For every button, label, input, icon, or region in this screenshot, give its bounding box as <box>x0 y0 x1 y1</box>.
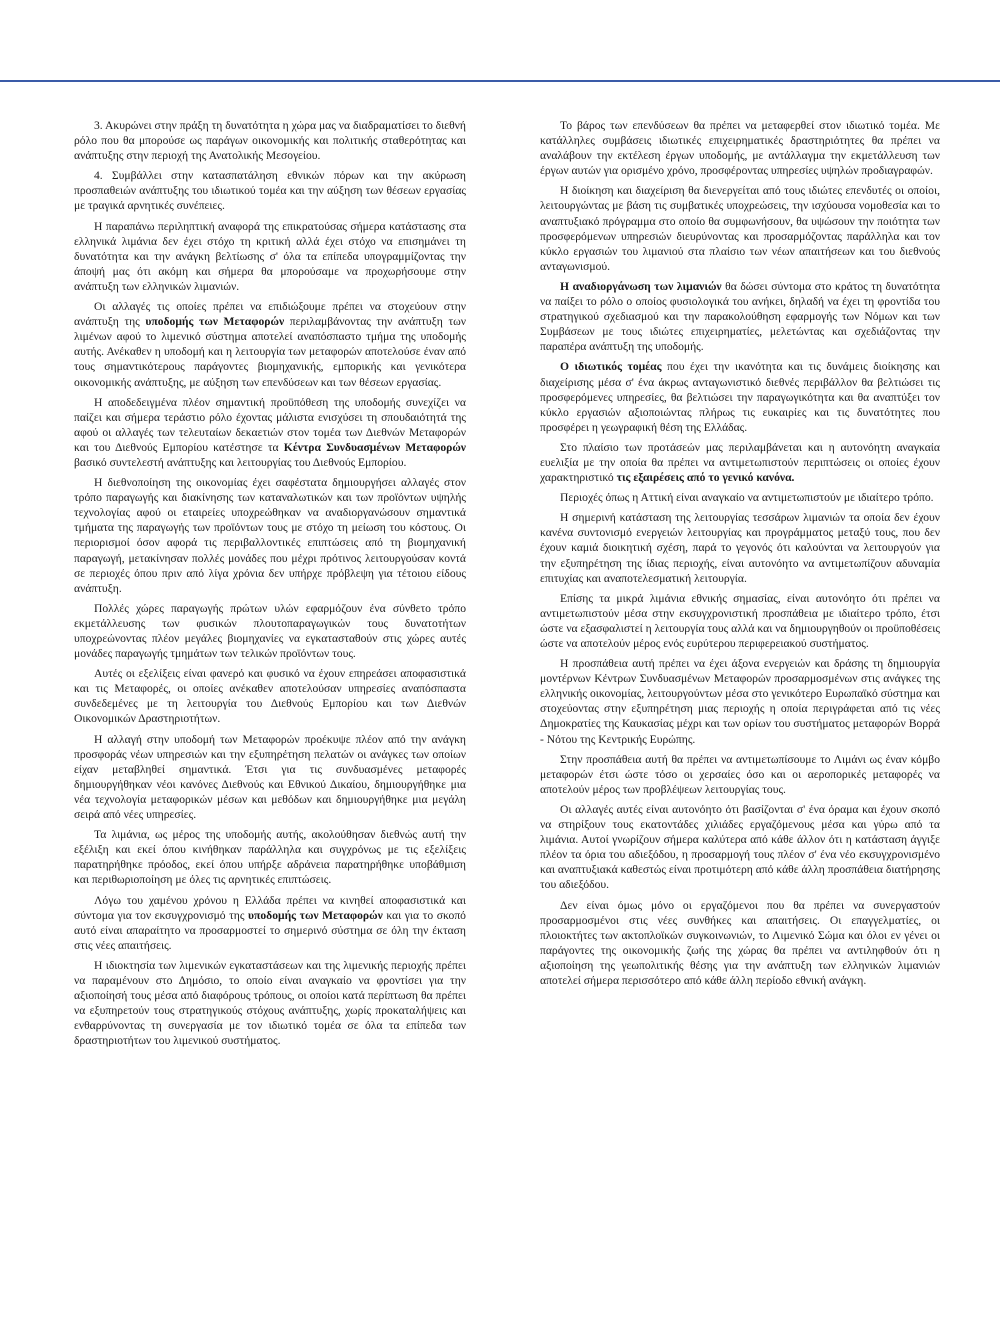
paragraph: Η προσπάθεια αυτή πρέπει να έχει άξονα ενεργειών και δράσης τη δημιουργία μοντέρνων Κέντρων Συνδυασμένων Μεταφορών προσαρμοσμένων στις ανάγκες της ελληνικής οικονομίας, λειτουργούντων μέσα στο γενικότερο Ευρωπαϊκό σύστημα και στοχεύοντας στην εξυπηρέτηση μιας περιοχής η οποία περιγράφεται από τις νέες Δημοκρατίες της Καυκασίας μέχρι και των ορίων του συστήματος μεταφορών Βορρά - Νότου της Κεντρικής Ευρώπης. <box>540 657 940 746</box>
bold-emphasis: Ο ιδιωτικός τομέας <box>560 360 662 374</box>
paragraph: Η παραπάνω περιληπτική αναφορά της επικρατούσας σήμερα κατάστασης στα ελληνικά λιμάνια δεν έχει στόχο τη κριτική αλλά έχει στόχο να επισημάνει τη δυνατότητα και την ανάγκη βελτίωσης σ' όλα τα επίπεδα υπογραμμίζοντας την άποψή μας ότι ακόμη και σήμερα θα μπορούσαμε να προχωρήσουμε στην ανάπτυξη των ελληνικών λιμανιών. <box>74 219 466 293</box>
paragraph: Η αλλαγή στην υποδομή των Μεταφορών προέκυψε πλέον από την ανάγκη προσφοράς νέων υπηρεσιών και την εξυπηρέτηση πελατών οι ανάγκες των οποίων είχαν μεταβληθεί σημαντικά. Έτσι για τις συνδυασμένες μεταφορές δημιουργήθηκαν νέοι κανόνες Διεθνούς και Εθνικού Δικαίου, δημιουργήθηκε μια νέα τεχνολογία μεταφορικών μέσων και μεθόδων και δημιουργήθηκε μια μεγάλη σειρά από νέες υπηρεσίες. <box>74 732 466 822</box>
paragraph: Στο πλαίσιο των προτάσεών μας περιλαμβάνεται και η αυτονόητη αναγκαία ευελιξία με την οποία θα πρέπει να αντιμετωπιστούν περιπτώσεις οι οποίες έχουν χαρακτηριστικό τις εξαιρέσεις από το γενικό κανόνα. <box>540 440 940 485</box>
paragraph: Στην προσπάθεια αυτή θα πρέπει να αντιμετωπίσουμε το Λιμάνι ως έναν κόμβο μεταφορών έτσι ώστε τόσο οι χερσαίες όσο και οι αεροπορικές μεταφορές να αποτελούν μέρος των προβλέψεων λειτουργίας τους. <box>540 752 940 796</box>
paragraph: Λόγω του χαμένου χρόνου η Ελλάδα πρέπει να κινηθεί αποφασιστικά και σύντομα για τον εκσυγχρονισμό της υποδομής των Μεταφορών και για το σκοπό αυτό είναι απαραίτητο να προσαρμοστεί το σημερινό σύστημα σε όλη την έκταση στις νέες απαιτήσεις. <box>74 893 466 952</box>
paragraph: Η αναδιοργάνωση των λιμανιών θα δώσει σύντομα στο κράτος τη δυνατότητα να παίξει το ρόλο ο οποίος φυσιολογικά του ανήκει, δηλαδή να έχει τη φροντίδα του στρατηγικού σχεδιασμού και την παρακολούθηση εφαρμογής των Νόμων και των Συμβάσεων με τους ιδιώτες επιχειρηματίες, μελετώντας και σχεδιάζοντας την παραπέρα ανάπτυξη της υποδομής. <box>540 279 940 354</box>
paragraph: Η διεθνοποίηση της οικονομίας έχει σαφέστατα δημιουργήσει αλλαγές στον τρόπο παραγωγής και διακίνησης των καταναλωτικών και των προϊόντων υψηλής τεχνολογίας αφού οι εταιρείες υποχρεώθηκαν να αναδιοργανώσουν σημαντικά τμήματα της παραγωγής των προϊόντων τους με στόχο τη μείωση του κόστους. Οι περιορισμοί όσον αφορά τις περιβαλλοντικές επιπτώσεις από τη βιομηχανική παραγωγή, μετακίνησαν πολλές μονάδες που μέχρι πρότινος λειτουργούσαν κοντά σε περιοχές όπου πριν από λίγα χρόνια δεν υπήρχε πρόβλεψη για τέτοιου είδους ανάπτυξη. <box>74 476 466 595</box>
paragraph: Η αποδεδειγμένα πλέον σημαντική προϋπόθεση της υποδομής συνεχίζει να παίζει και σήμερα τεράστιο ρόλο έχοντας μάλιστα ενισχύσει τη σπουδαιότητά της αφού οι αλλαγές των τελευταίων δεκαετιών στον τομέα των Διεθνών Μεταφορών και του Διεθνούς Εμπορίου κατέστησε τα Κέντρα Συνδυασμένων Μεταφορών βασικό συντελεστή ανάπτυξης και λειτουργίας του Διεθνούς Εμπορίου. <box>74 395 466 469</box>
bold-emphasis: υποδομής των Μεταφορών <box>248 908 383 922</box>
paragraph: Οι αλλαγές τις οποίες πρέπει να επιδιώξουμε πρέπει να στοχεύουν στην ανάπτυξη της υποδομής των Μεταφορών περιλαμβάνοντας την ανάπτυξη των λιμένων αφού το λιμενικό σύστημα αποτελεί αναπόσπαστο τμήμα της υποδομής αυτής. Ανέκαθεν η υποδομή και η λειτουργία των μεταφορών αποτελούσε έναν από τους σημαντικότερους παράγοντες βιομηχανικής, εμπορικής και γενικότερα οικονομικής ανάπτυξης, με αύξηση των επενδύσεων και των θέσεων εργασίας. <box>74 300 466 389</box>
paragraph: 3. Ακυρώνει στην πράξη τη δυνατότητα η χώρα μας να διαδραματίσει το διεθνή ρόλο που θα μπορούσε ως παράγων οικονομικής και πολιτικής σταθερότητας και ανάπτυξης στην περιοχή της Ανατολικής Μεσογείου. <box>74 119 466 163</box>
paragraph: Η σημερινή κατάσταση της λειτουργίας τεσσάρων λιμανιών τα οποία δεν έχουν κανένα συντονισμό ενεργειών λειτουργίας και προγράμματος μεταξύ τους, που δεν έχουν καμιά διοικητική σχέση, παρά το γεγονός ότι καλούνται να λειτουργούν για την εξυπηρέτηση της ίδιας περιοχής, είναι αυτονόητο να αντιμετωπίζουν αδυναμία επιτυχίας και αναποτελεσματική λειτουργία. <box>540 511 940 585</box>
bold-emphasis: υποδομής των Μεταφορών <box>145 315 285 329</box>
paragraph: Περιοχές όπως η Αττική είναι αναγκαίο να αντιμετωπιστούν με ιδιαίτερο τρόπο. <box>560 491 934 505</box>
bold-emphasis: Η αναδιοργάνωση των λιμανιών <box>560 279 722 293</box>
paragraph: Ο ιδιωτικός τομέας που έχει την ικανότητα και τις δυνάμεις διοίκησης και διαχείρισης μέσα σ' ένα άκρως ανταγωνιστικό διεθνές περιβάλλον θα βελτιώσει τις προσφερόμενες υπηρεσίες, θα βελτιώσει την παραγωγικότητα και θα αναπτύξει τον κύκλο εργασιών αξιοποιώντας πλήρως τις ευκαιρίες και τις δυνατότητες που προσφέρει η γεωγραφική θέση της Ελλάδας. <box>540 360 940 434</box>
bold-emphasis: τις εξαιρέσεις από το γενικό κανόνα. <box>616 471 795 485</box>
paragraph: Αυτές οι εξελίξεις είναι φανερό και φυσικό να έχουν επηρεάσει αποφασιστικά και τις Μεταφορές, οι οποίες ανέκαθεν αποτελούσαν υπηρεσίες αναπόσπαστα συνδεδεμένες με τη λειτουργία του Διεθνούς Εμπορίου και των Διεθνών Οικονομικών Δραστηριοτήτων. <box>74 667 466 726</box>
paragraph: Η ιδιοκτησία των λιμενικών εγκαταστάσεων και της λιμενικής περιοχής πρέπει να παραμένουν στο Δημόσιο, το οποίο είναι αναγκαίο να φροντίσει για την αξιοποίησή τους μέσα από διαφόρους τρόπους, οι οποίοι κατά περίπτωση θα πρέπει να εξυπηρετούν τους στρατηγικούς στόχους ανάπτυξης, χωρίς προκαταλήψεις και ενθαρρύνοντας τη συνεργασία με τον ιδιωτικό τομέα σε όλα τα επίπεδα των δραστηριοτήτων του λιμενικού συστήματος. <box>74 958 466 1048</box>
bold-emphasis: Κέντρα Συνδυασμένων Μεταφορών <box>283 440 466 454</box>
paragraph: Το βάρος των επενδύσεων θα πρέπει να μεταφερθεί στον ιδιωτικό τομέα. Με κατάλληλες συμβάσεις ιδιωτικές επιχειρηματικές δραστηριότητες θα πρέπει να αναλάβουν την εκτέλεση έργων υποδομής, με αντάλλαγμα την εκμετάλλευση των έργων αυτών για ορισμένο χρόνο, προσφέροντας υπηρεσίες υψηλών προδιαγραφών. <box>540 119 940 178</box>
paragraph: Επίσης τα μικρά λιμάνια εθνικής σημασίας, είναι αυτονόητο ότι πρέπει να αντιμετωπιστούν μέσα στην εκσυγχρονιστική προσπάθεια με ιδιαίτερο τρόπο, έτσι ώστε να εξασφαλιστεί η λειτουργία τους αλλά και να δημιουργηθούν οι προϋποθέσεις ώστε να αποτελούν μέρος ενός ευρύτερου περιφερειακού συστήματος. <box>540 591 940 650</box>
paragraph: 4. Συμβάλλει στην κατασπατάληση εθνικών πόρων και την ακύρωση προσπαθειών ανάπτυξης του ιδιωτικού τομέα και την αύξηση των θέσεων εργασίας με τραγικά αρνητικές συνέπειες. <box>74 169 466 213</box>
paragraph: Τα λιμάνια, ως μέρος της υποδομής αυτής, ακολούθησαν διεθνώς αυτή την εξέλιξη και εκεί όπου κινήθηκαν παράλληλα και συγχρόνως με τις εξελίξεις παρατηρήθηκε πρόοδος, εκεί όπου υπήρξε αδράνεια παρατηρήθηκε υποβάθμιση και περιθωριοποίηση με όλες τις αρνητικές επιπτώσεις. <box>74 828 466 887</box>
right-text-column <box>540 118 940 993</box>
paragraph: Πολλές χώρες παραγωγής πρώτων υλών εφαρμόζουν ένα σύνθετο τρόπο εκμετάλλευσης των φυσικών πλουτοπαραγωγικών τους δυνατοτήτων υποχρεώνοντας πλέον μεγάλες βιομηχανίες να εγκατασταθούν στις χώρες αυτές μονάδες παραγωγής τμημάτων των τελικών προϊόντων τους. <box>74 601 466 661</box>
left-text-column <box>74 118 466 1053</box>
paragraph: Η διοίκηση και διαχείριση θα διενεργείται από τους ιδιώτες επενδυτές οι οποίοι, λειτουργώντας με βάση τις συμβατικές υποχρεώσεις, την ισχύουσα νομοθεσία και το αναπτυξιακό πρόγραμμα στο οποίο θα συμφωνήσουν, θα υψώσουν την ποιότητα των προσφερόμενων υπηρεσιών διευρύνοντας και προσαρμόζοντας παράλληλα και τον κύκλο εργασιών του λιμανιού στα πλαίσιο των νέων απαιτήσεων και του διεθνούς ανταγωνισμού. <box>540 184 940 273</box>
top-blue-rule <box>0 80 1000 82</box>
paragraph: Οι αλλαγές αυτές είναι αυτονόητο ότι βασίζονται σ' ένα όραμα και έχουν σκοπό να στηρίξουν τους εκατοντάδες χιλιάδες εργαζόμενους μέσα και γύρω από τα λιμάνια. Αυτοί γνωρίζουν σήμερα καλύτερα από κάθε άλλον ότι η κατάσταση άγγιξε πλέον τα όρια του αδιεξόδου, η προσαρμογή τους πλέον σ' ένα νέο εκσυγχρονισμένο και αναπτυξιακά καθεστώς είναι προτιμότερη από κάθε άλλη προσπάθεια διατήρησης του αδιεξόδου. <box>540 802 940 892</box>
paragraph: Δεν είναι όμως μόνο οι εργαζόμενοι που θα πρέπει να συνεργαστούν προσαρμοσμένοι στις νέες συνθήκες και απαιτήσεις. Οι επαγγελματίες, οι πλοιοκτήτες των ακτοπλοϊκών συγκοινωνιών, το Λιμενικό Σώμα και όλοι εν γένει οι παράγοντες της οικονομικής ζωής της χώρας θα πρέπει να αντιληφθούν ότι η αξιοποίηση της γεωπολιτικής θέσης για την ανάπτυξη των ελληνικών λιμανιών αποτελεί σήμερα περισσότερο από κάθε άλλη περίοδο εθνική ανάγκη. <box>540 898 940 987</box>
